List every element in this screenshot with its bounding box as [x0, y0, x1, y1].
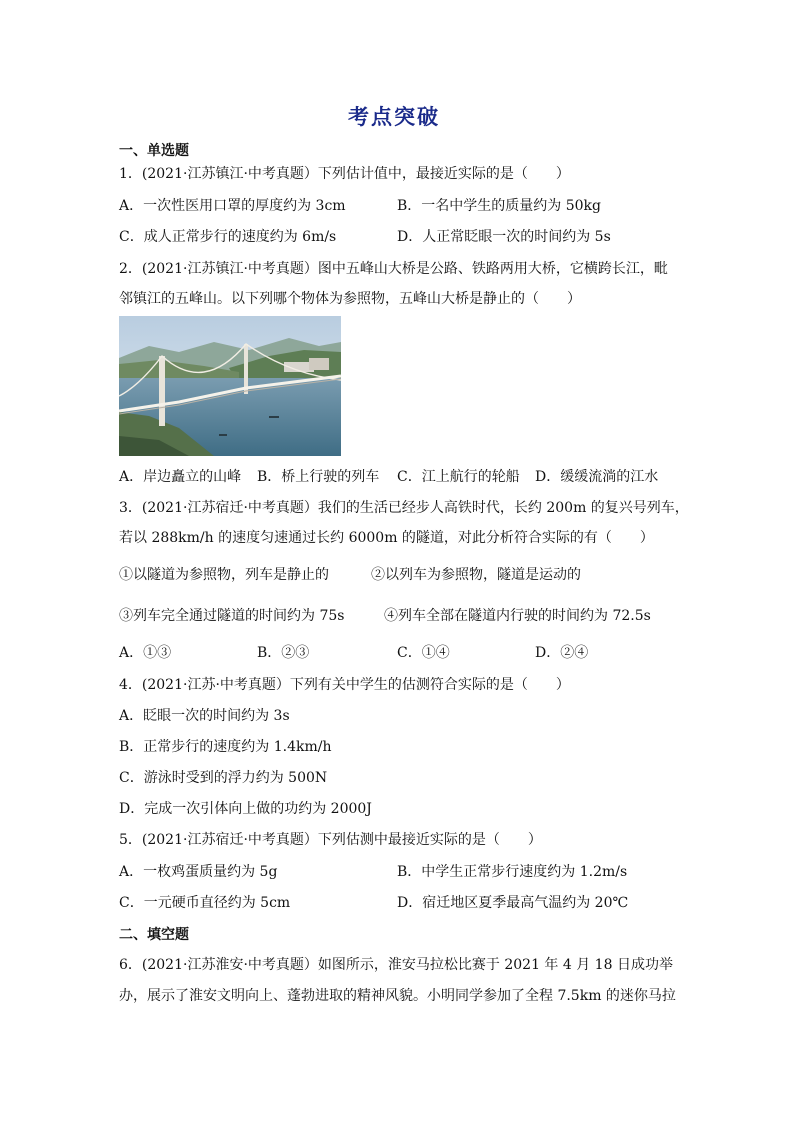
question-1-option-b: B．一名中学生的质量约为 50kg [397, 198, 601, 214]
question-5-option-a: A．一枚鸡蛋质量约为 5g [119, 864, 278, 880]
question-4-stem: 4．(2021·江苏·中考真题）下列有关中学生的估测符合实际的是（ ） [119, 677, 570, 693]
question-3-stem-line-2: 若以 288km/h 的速度匀速通过长约 6000m 的隧道，对此分析符合实际的有（ ） [119, 530, 654, 546]
question-1-option-c: C．成人正常步行的速度约为 6m/s [119, 229, 337, 245]
question-1-option-a: A．一次性医用口罩的厚度约为 3cm [119, 198, 346, 214]
question-2-option-d: D．缓缓流淌的江水 [535, 469, 659, 485]
suspension-bridge-illustration [119, 316, 341, 456]
question-3-statement-2: ②以列车为参照物，隧道是运动的 [371, 567, 581, 583]
question-4-option-c: C．游泳时受到的浮力约为 500N [119, 770, 328, 786]
section-heading-single-choice: 一、单选题 [119, 143, 189, 159]
question-3-statement-4: ④列车全部在隧道内行驶的时间约为 72.5s [384, 608, 651, 624]
question-4-option-d: D．完成一次引体向上做的功约为 2000J [119, 801, 372, 817]
question-3-option-b: B．②③ [257, 645, 310, 661]
question-5-option-d: D．宿迁地区夏季最高气温约为 20℃ [397, 895, 629, 911]
question-3-statement-3: ③列车完全通过隧道的时间约为 75s [119, 608, 345, 624]
page-title: 考点突破 [348, 104, 440, 129]
question-2-stem-line-2: 邻镇江的五峰山。以下列哪个物体为参照物，五峰山大桥是静止的（ ） [119, 291, 581, 307]
bridge-photo [119, 316, 341, 456]
question-6-stem-line-1: 6．(2021·江苏淮安·中考真题）如图所示，淮安马拉松比赛于 2021 年 4 月 18 日成功举 [119, 957, 673, 973]
question-2-stem-line-1: 2．(2021·江苏镇江·中考真题）图中五峰山大桥是公路、铁路两用大桥，它横跨长江，毗 [119, 261, 668, 277]
question-3-stem-line-1: 3．(2021·江苏宿迁·中考真题）我们的生活已经步人高铁时代，长约 200m 的复兴号列车， [119, 500, 689, 516]
question-2-option-a: A．岸边矗立的山峰 [119, 469, 242, 485]
question-4-option-b: B．正常步行的速度约为 1.4km/h [119, 739, 332, 755]
question-3-option-d: D．②④ [535, 645, 589, 661]
question-1-stem: 1．(2021·江苏镇江·中考真题）下列估计值中，最接近实际的是（ ） [119, 166, 570, 182]
question-5-option-c: C．一元硬币直径约为 5cm [119, 895, 291, 911]
question-5-stem: 5．(2021·江苏宿迁·中考真题）下列估测中最接近实际的是（ ） [119, 832, 542, 848]
question-3-option-a: A．①③ [119, 645, 172, 661]
question-2-option-b: B．桥上行驶的列车 [257, 469, 380, 485]
question-2-option-c: C．江上航行的轮船 [397, 469, 520, 485]
section-heading-fill-in: 二、填空题 [119, 927, 189, 943]
question-1-option-d: D．人正常眨眼一次的时间约为 5s [397, 229, 611, 245]
question-5-option-b: B．中学生正常步行速度约为 1.2m/s [397, 864, 628, 880]
question-4-option-a: A．眨眼一次的时间约为 3s [119, 708, 290, 724]
question-3-option-c: C．①④ [397, 645, 450, 661]
question-6-stem-line-2: 办，展示了淮安文明向上、蓬勃进取的精神风貌。小明同学参加了全程 7.5km 的迷你马拉 [119, 988, 676, 1004]
question-3-statement-1: ①以隧道为参照物，列车是静止的 [119, 567, 329, 583]
